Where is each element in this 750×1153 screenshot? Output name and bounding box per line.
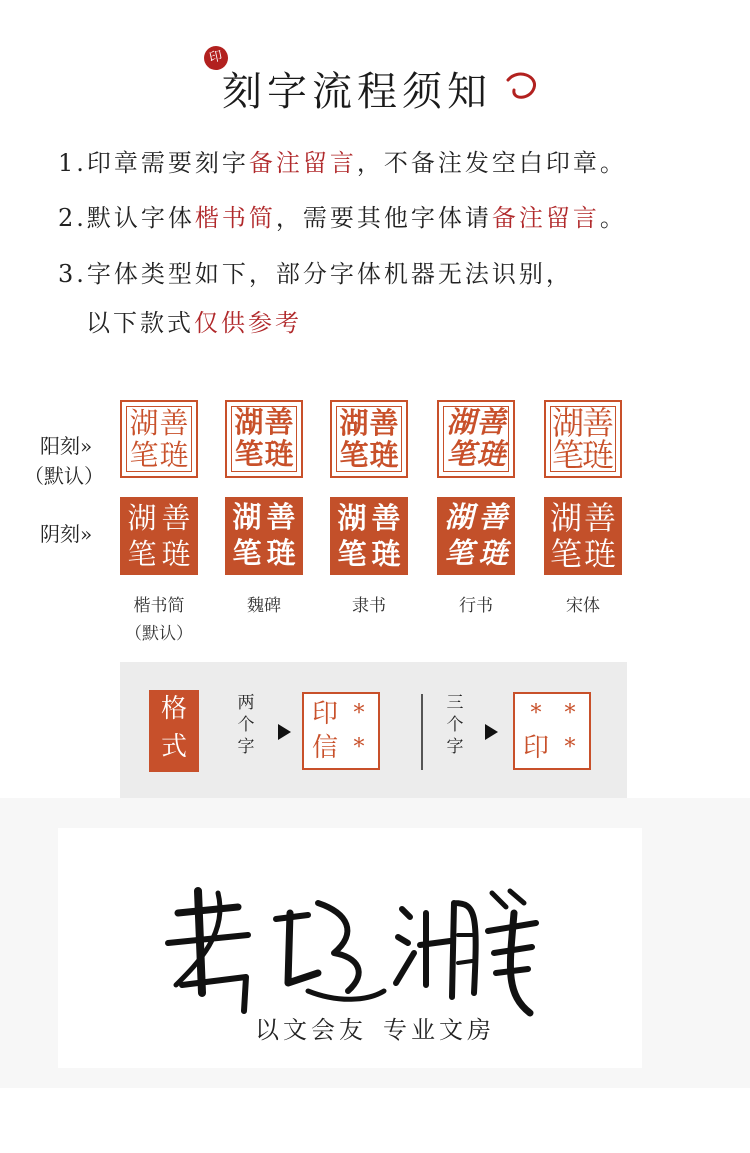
rule-2-mid: ，需要其他字体请 [275, 204, 492, 232]
format-two-char-seal [302, 692, 380, 770]
seal-char: 笔 [234, 439, 264, 471]
rule-1-text: 1.印章需要刻字 [58, 149, 249, 177]
yang-default-note: （默认） [24, 464, 104, 488]
seal-char: 善 [371, 501, 401, 535]
seal-char: 笔 [444, 538, 474, 570]
arrow-right-icon [278, 724, 291, 740]
font-label-default-note: （默认） [125, 624, 193, 644]
seal-char: 笔 [551, 436, 584, 474]
seal-yang-songti [544, 400, 622, 478]
seal-char: 湖 [232, 502, 262, 534]
rule-2-tail: 。 [599, 204, 627, 232]
format-divider [421, 694, 423, 770]
seal-char: 琏 [371, 537, 401, 571]
seal-char: 善 [369, 406, 399, 440]
page-title: 刻字流程须知 [222, 69, 492, 115]
seal-char: 善 [476, 407, 506, 439]
brush-swirl-icon [504, 70, 540, 104]
format-badge [149, 690, 199, 772]
seal-char: 善 [161, 501, 191, 535]
seal-yang-weibei [225, 400, 303, 478]
seal-char: 湖 [446, 407, 476, 439]
seal-char: 琏 [264, 439, 294, 471]
seal-char: 笔 [549, 535, 582, 573]
seal-yin-songti [544, 497, 622, 575]
yin-label: 阴刻» [40, 522, 93, 546]
rule-1-tail: ，不备注发空白印章。 [356, 149, 627, 177]
format-panel [120, 662, 627, 798]
format-badge-bottom: 式 [160, 732, 187, 762]
arrow-right-icon [485, 724, 498, 740]
seal-yang-kaishu [120, 400, 198, 478]
rule-3-highlight: 仅供参考 [194, 309, 302, 337]
seal-stamp-icon: 印 [202, 44, 230, 72]
seal-char: 笔 [337, 537, 367, 571]
format-char: 印 [522, 733, 549, 763]
placeholder-star: * [530, 701, 542, 726]
font-label-songti: 宋体 [566, 596, 600, 616]
seal-char: 善 [159, 406, 189, 440]
seal-char: 善 [266, 502, 296, 534]
slogan-left: 以文会友 [255, 1016, 367, 1044]
seal-char: 湖 [549, 499, 582, 537]
seal-char: 湖 [234, 407, 264, 439]
rule-1 [58, 143, 627, 178]
slogan [0, 1010, 750, 1045]
format-char: 信 [311, 733, 338, 763]
seal-char: 善 [478, 502, 508, 534]
yang-label: 阳刻» [40, 434, 93, 458]
seal-char: 湖 [337, 501, 367, 535]
seal-char: 琏 [369, 438, 399, 472]
three-char-label: 三 个 字 [446, 693, 464, 757]
seal-char: 善 [583, 499, 616, 537]
rule-2 [58, 198, 627, 233]
seal-char: 琏 [159, 438, 189, 472]
format-char: 印 [311, 699, 338, 729]
rule-2-text: 2.默认字体 [58, 204, 195, 232]
seal-yang-lishu [330, 400, 408, 478]
seal-yang-xingshu [437, 400, 515, 478]
seal-yin-kaishu [120, 497, 198, 575]
seal-char: 琏 [476, 439, 506, 471]
seal-yin-xingshu [437, 497, 515, 575]
seal-char: 笔 [446, 439, 476, 471]
seal-yin-weibei [225, 497, 303, 575]
font-label-xingshu: 行书 [459, 596, 493, 616]
seal-char: 笔 [127, 537, 157, 571]
calligraphy-artwork [158, 873, 548, 1023]
rule-3 [58, 254, 573, 289]
rule-3-text: 3.字体类型如下，部分字体机器无法识别， [58, 260, 573, 288]
font-label-kaishu: 楷书简 [133, 596, 185, 616]
seal-char: 湖 [129, 406, 159, 440]
seal-char: 湖 [127, 501, 157, 535]
calligraphy-section [0, 798, 750, 1088]
seal-char: 湖 [551, 404, 584, 442]
seal-char: 善 [581, 404, 614, 442]
rule-3-cont-text: 以下款式 [86, 309, 194, 337]
seal-char: 湖 [444, 502, 474, 534]
font-label-lishu: 隶书 [352, 596, 386, 616]
rule-1-highlight: 备注留言 [248, 149, 357, 177]
slogan-right: 专业文房 [383, 1016, 495, 1044]
seal-char: 笔 [232, 538, 262, 570]
format-badge-top: 格 [160, 694, 187, 724]
placeholder-star: * [353, 701, 365, 726]
font-label-weibei: 魏碑 [247, 596, 281, 616]
header [0, 40, 750, 120]
seal-char: 琏 [161, 537, 191, 571]
seal-char: 琏 [583, 535, 616, 573]
seal-char: 善 [264, 407, 294, 439]
seal-char: 湖 [339, 406, 369, 440]
seal-char: 琏 [266, 538, 296, 570]
rule-2-highlight-font: 楷书简 [194, 204, 276, 232]
two-char-label: 两 个 字 [237, 693, 255, 757]
seal-char: 琏 [478, 538, 508, 570]
seal-char: 笔 [339, 438, 369, 472]
seal-char: 琏 [581, 436, 614, 474]
placeholder-star: * [564, 701, 576, 726]
format-three-char-seal [513, 692, 591, 770]
placeholder-star: * [564, 735, 576, 760]
seal-char: 笔 [129, 438, 159, 472]
rule-2-highlight-note: 备注留言 [491, 204, 600, 232]
seal-yin-lishu [330, 497, 408, 575]
placeholder-star: * [353, 735, 365, 760]
rule-3-cont [86, 303, 302, 338]
